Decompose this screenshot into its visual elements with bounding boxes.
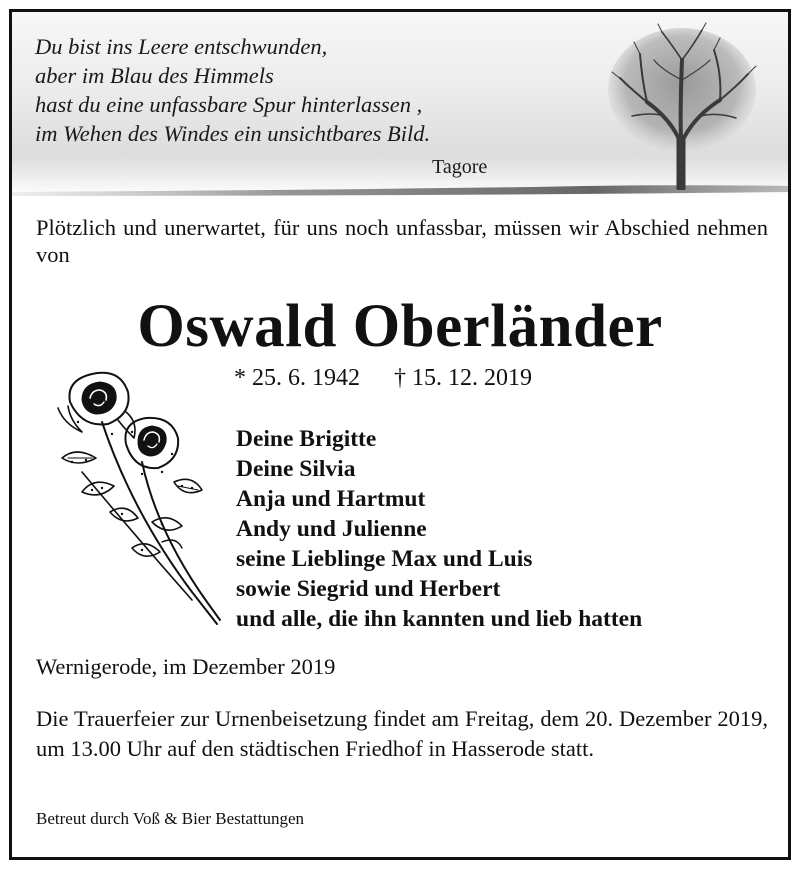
mourner-name: Deine Brigitte [236,426,377,452]
quote-header [12,12,788,197]
mourner-name: Deine Silvia [236,456,356,482]
mourners-list [236,424,642,634]
deceased-name: Oswald Oberländer [137,293,663,360]
mourner-name: sowie Siegrid und Herbert [236,576,501,602]
life-dates [234,365,532,392]
quote-author: Tagore [432,156,488,178]
intro-text: Plötzlich und unerwartet, für uns noch unfassbar, müssen wir Abschied nehmen von [36,215,768,267]
death-date: † 15. 12. 2019 [394,365,532,391]
birth-date: * 25. 6. 1942 [234,365,360,391]
mourner-name: Andy und Julienne [236,516,427,542]
funeral-info: Die Trauerfeier zur Urnenbeisetzung findet am Freitag, dem 20. Dezember 2019, um 13.00 Uhr auf den städtischen Friedhof in Hasserode statt. [36,706,768,761]
mourner-name: Anja und Hartmut [236,486,426,512]
quote [35,32,430,148]
obituary-notice [9,9,791,860]
quote-line: aber im Blau des Himmels [35,63,274,88]
quote-line: hast du eine unfassbare Spur hinterlassen , [35,92,423,117]
roses-icon [42,362,222,632]
quote-line: im Wehen des Windes ein unsichtbares Bild. [35,121,431,146]
undertaker-credit: Betreut durch Voß & Bier Bestattungen [36,809,305,828]
tree-icon [602,20,762,190]
mourner-name: seine Lieblinge Max und Luis [236,546,533,572]
mourner-name: und alle, die ihn kannten und lieb hatten [236,606,643,632]
place-and-date: Wernigerode, im Dezember 2019 [36,654,336,679]
quote-line: Du bist ins Leere entschwunden, [35,34,328,59]
